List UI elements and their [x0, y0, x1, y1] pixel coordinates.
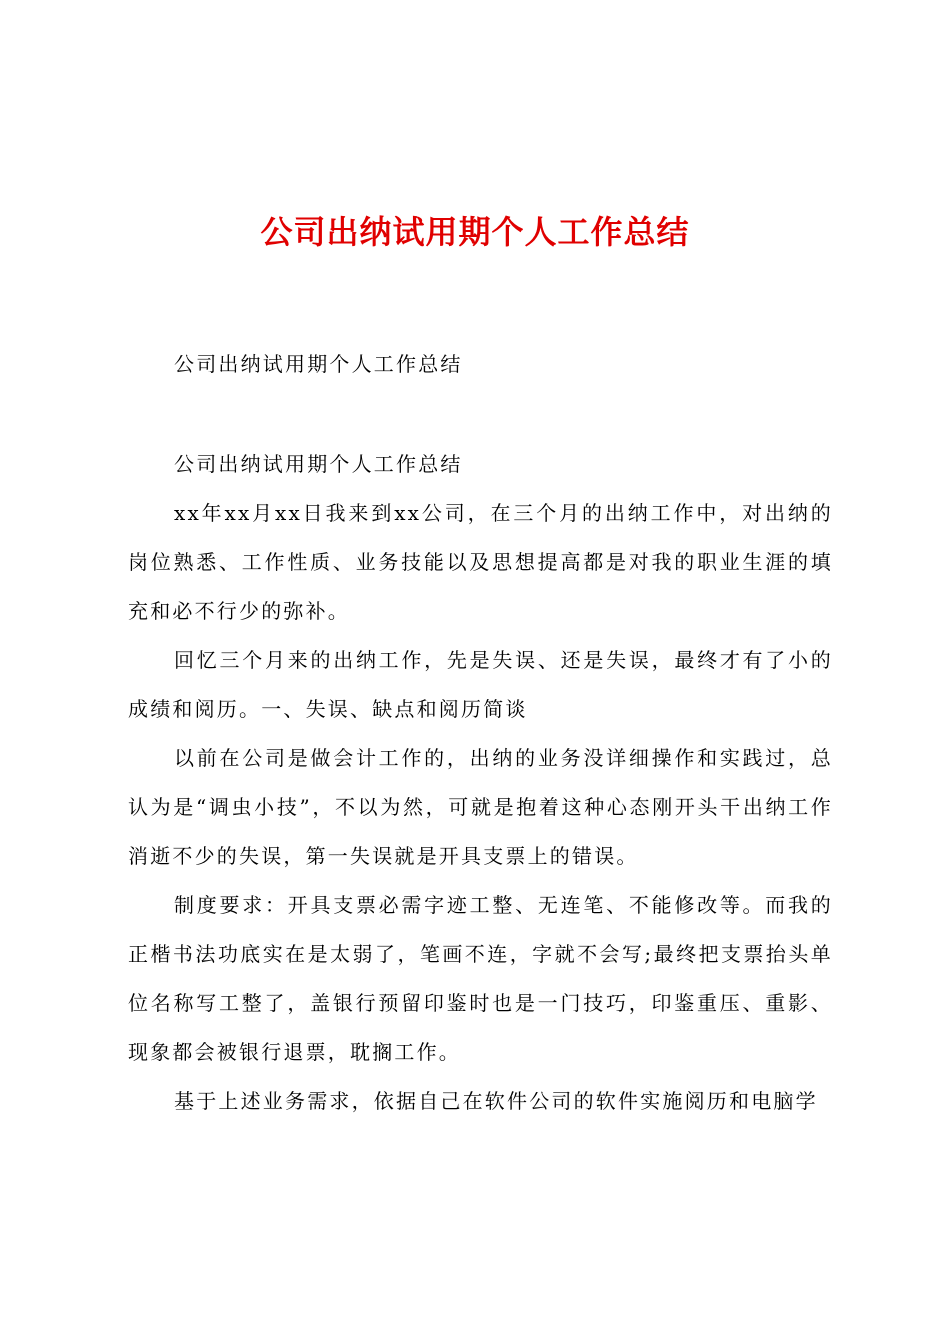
paragraph-3: 以前在公司是做会计工作的，出纳的业务没详细操作和实践过，总认为是“调虫小技”，不以为然，可就是抱着这种心态刚开头干出纳工作消逝不少的失误，第一失误就是开具支票上的错误。 [128, 746, 833, 868]
paragraph-1: xx年xx月xx日我来到xx公司，在三个月的出纳工作中，对出纳的岗位熟悉、工作性质、业务技能以及思想提高都是对我的职业生涯的填充和必不行少的弥补。 [128, 501, 833, 623]
paragraph-4: 制度要求：开具支票必需字迹工整、无连笔、不能修改等。而我的正楷书法功底实在是太弱了，笔画不连，字就不会写;最终把支票抬头单位名称写工整了，盖银行预留印鉴时也是一门技巧，印鉴重压、重影、现象都会被银行退票，耽搁工作。 [128, 893, 833, 1064]
subtitle-line-1: 公司出纳试用期个人工作总结 [174, 352, 463, 376]
paragraph-2: 回忆三个月来的出纳工作，先是失误、还是失误，最终才有了小的成绩和阅历。一、失误、缺点和阅历简谈 [128, 648, 833, 721]
subtitle-line-2: 公司出纳试用期个人工作总结 [174, 452, 463, 476]
paragraph-5: 基于上述业务需求，依据自己在软件公司的软件实施阅历和电脑学 [174, 1089, 818, 1113]
document-title: 公司出纳试用期个人工作总结 [260, 213, 690, 251]
body-paragraphs [128, 489, 833, 1126]
